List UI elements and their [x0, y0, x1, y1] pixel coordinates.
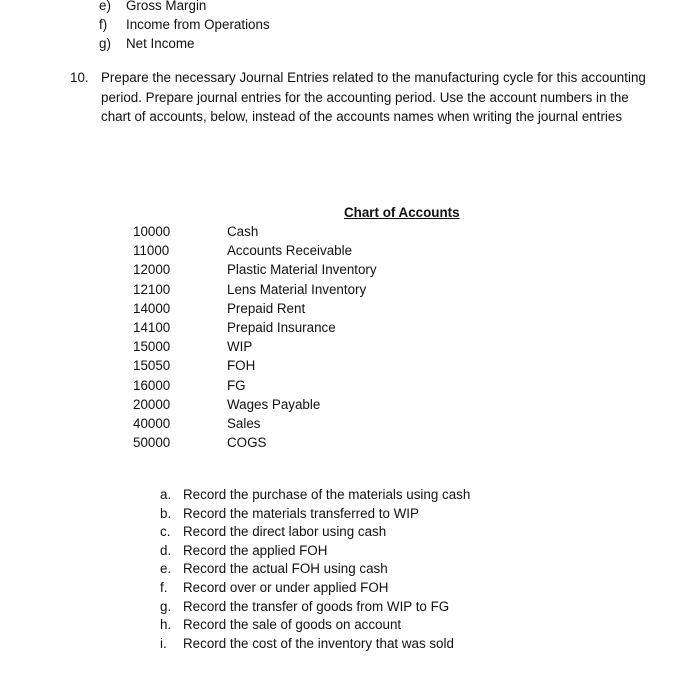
account-name: Cash: [227, 224, 259, 239]
account-number: 12100: [133, 281, 171, 297]
account-name: Prepaid Rent: [227, 300, 306, 316]
account-name: Lens Material Inventory: [227, 281, 367, 297]
task-text: Record over or under applied FOH: [183, 579, 389, 595]
task-label: h.: [160, 617, 172, 633]
task-label: i.: [160, 635, 167, 651]
task-label: e.: [160, 561, 172, 577]
task-label: g.: [160, 598, 172, 614]
account-number: 14100: [133, 319, 171, 335]
task-label: d.: [160, 542, 172, 558]
task-label: c.: [160, 524, 171, 540]
account-name: Accounts Receivable: [227, 243, 353, 259]
sub-item-text: Net Income: [126, 36, 195, 51]
task-text: Record the applied FOH: [183, 542, 328, 558]
task-text: Record the materials transferred to WIP: [183, 505, 419, 521]
task-label: f.: [160, 579, 168, 595]
account-name: Prepaid Insurance: [227, 319, 336, 335]
sub-item: [99, 0, 399, 15]
account-name: Sales: [227, 415, 261, 431]
task-text: Record the direct labor using cash: [183, 524, 387, 540]
chart-of-accounts-title: Chart of Accounts: [344, 205, 460, 220]
account-number: 10000: [133, 224, 171, 239]
sub-item-list: [99, 0, 399, 53]
account-number: 12000: [133, 262, 171, 278]
question-number: 10.: [70, 70, 89, 85]
account-number: 11000: [133, 243, 170, 259]
account-number: 14000: [133, 300, 171, 316]
task-text: Record the sale of goods on account: [183, 617, 402, 633]
account-name: WIP: [227, 339, 253, 355]
account-number: 15050: [133, 358, 171, 374]
account-number: 15000: [133, 339, 171, 355]
task-text: Record the purchase of the materials using cash: [183, 487, 471, 502]
task-label: a.: [160, 487, 172, 502]
sub-item-label: f): [99, 17, 108, 32]
task-text: Record the transfer of goods from WIP to FG: [183, 598, 450, 614]
question-text: Prepare the necessary Journal Entries related to the manufacturing cycle for this accounting period. Prepare journal entries for the accounting period. Use the account numbers in the chart of accounts, below, instead of the accounts names when writing the journal entries: [101, 70, 646, 124]
sub-item-text: Income from Operations: [126, 17, 270, 32]
sub-item-label: e): [99, 0, 111, 13]
sub-item: [99, 34, 399, 53]
task-text: Record the actual FOH using cash: [183, 561, 388, 577]
task-label: b.: [160, 505, 172, 521]
task-text: Record the cost of the inventory that was sold: [183, 635, 454, 651]
question-10: [70, 68, 670, 127]
account-name: FOH: [227, 358, 256, 374]
sub-item-text: Gross Margin: [126, 0, 207, 13]
account-name: Plastic Material Inventory: [227, 262, 377, 278]
account-name: COGS: [227, 435, 267, 451]
sub-item-label: g): [99, 36, 111, 51]
sub-item: [99, 15, 399, 34]
account-name: FG: [227, 377, 246, 393]
account-number: 50000: [133, 435, 171, 451]
account-number: 40000: [133, 415, 171, 431]
account-number: 16000: [133, 377, 171, 393]
account-number: 20000: [133, 396, 171, 412]
account-name: Wages Payable: [227, 396, 321, 412]
